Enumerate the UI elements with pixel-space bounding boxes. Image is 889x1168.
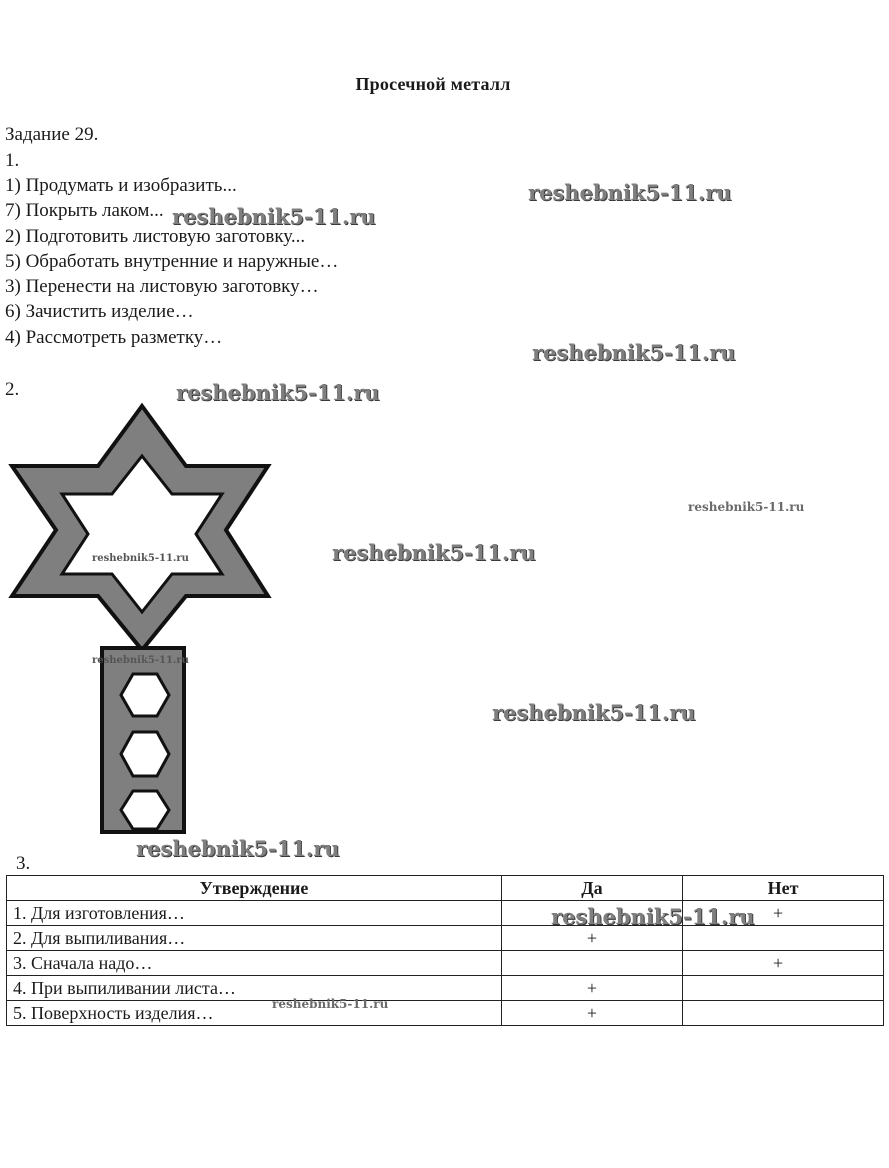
- watermark: reshebnik5-11.ru: [176, 380, 380, 405]
- table-header-row: [7, 876, 884, 901]
- hexagon-hole: [121, 674, 169, 716]
- statement-cell: 4. При выпиливании листа…: [7, 976, 502, 1001]
- header-no: Нет: [683, 876, 884, 901]
- watermark: reshebnik5-11.ru: [332, 540, 536, 565]
- statement-cell: 3. Сначала надо…: [7, 951, 502, 976]
- hexagon-hole: [121, 791, 169, 829]
- watermark: reshebnik5-11.ru: [136, 836, 340, 861]
- no-cell: [683, 926, 884, 951]
- yes-cell: +: [502, 1001, 683, 1026]
- yes-cell: +: [502, 976, 683, 1001]
- star-handle-figure: [0, 398, 280, 838]
- watermark: reshebnik5-11.ru: [92, 553, 189, 564]
- watermark: reshebnik5-11.ru: [172, 204, 376, 229]
- header-yes: Да: [502, 876, 683, 901]
- watermark: reshebnik5-11.ru: [272, 997, 389, 1011]
- page-title: Просечной металл: [355, 74, 511, 94]
- statements-table: [6, 875, 884, 1026]
- step-line: 3) Перенести на листовую заготовку…: [5, 276, 319, 297]
- table-row: [7, 951, 884, 976]
- step-line: 1) Продумать и изобразить...: [5, 175, 237, 196]
- step-line: 5) Обработать внутренние и наружные…: [5, 251, 339, 272]
- watermark: reshebnik5-11.ru: [688, 500, 805, 514]
- no-cell: [683, 976, 884, 1001]
- header-statement: Утверждение: [7, 876, 502, 901]
- watermark: reshebnik5-11.ru: [492, 700, 696, 725]
- no-cell: +: [683, 901, 884, 926]
- table-row: [7, 976, 884, 1001]
- table-row: [7, 926, 884, 951]
- watermark: reshebnik5-11.ru: [532, 340, 736, 365]
- yes-cell: +: [502, 926, 683, 951]
- statement-cell: 1. Для изготовления…: [7, 901, 502, 926]
- hexagon-hole: [121, 732, 169, 776]
- step-line: 4) Рассмотреть разметку…: [5, 327, 223, 348]
- no-cell: [683, 1001, 884, 1026]
- statement-cell: 2. Для выпиливания…: [7, 926, 502, 951]
- part2-number: 2.: [5, 379, 20, 400]
- part1-number: 1.: [5, 150, 20, 171]
- step-line: 6) Зачистить изделие…: [5, 301, 194, 322]
- step-line: 7) Покрыть лаком...: [5, 200, 164, 221]
- yes-cell: [502, 951, 683, 976]
- no-cell: +: [683, 951, 884, 976]
- step-line: 2) Подготовить листовую заготовку...: [5, 226, 306, 247]
- watermark: reshebnik5-11.ru: [92, 655, 189, 666]
- watermark: reshebnik5-11.ru: [551, 904, 755, 929]
- task-heading: Задание 29.: [5, 124, 99, 145]
- part3-number: 3.: [16, 853, 31, 874]
- table-row: [7, 1001, 884, 1026]
- statement-cell: 5. Поверхность изделия…: [7, 1001, 502, 1026]
- watermark: reshebnik5-11.ru: [528, 180, 732, 205]
